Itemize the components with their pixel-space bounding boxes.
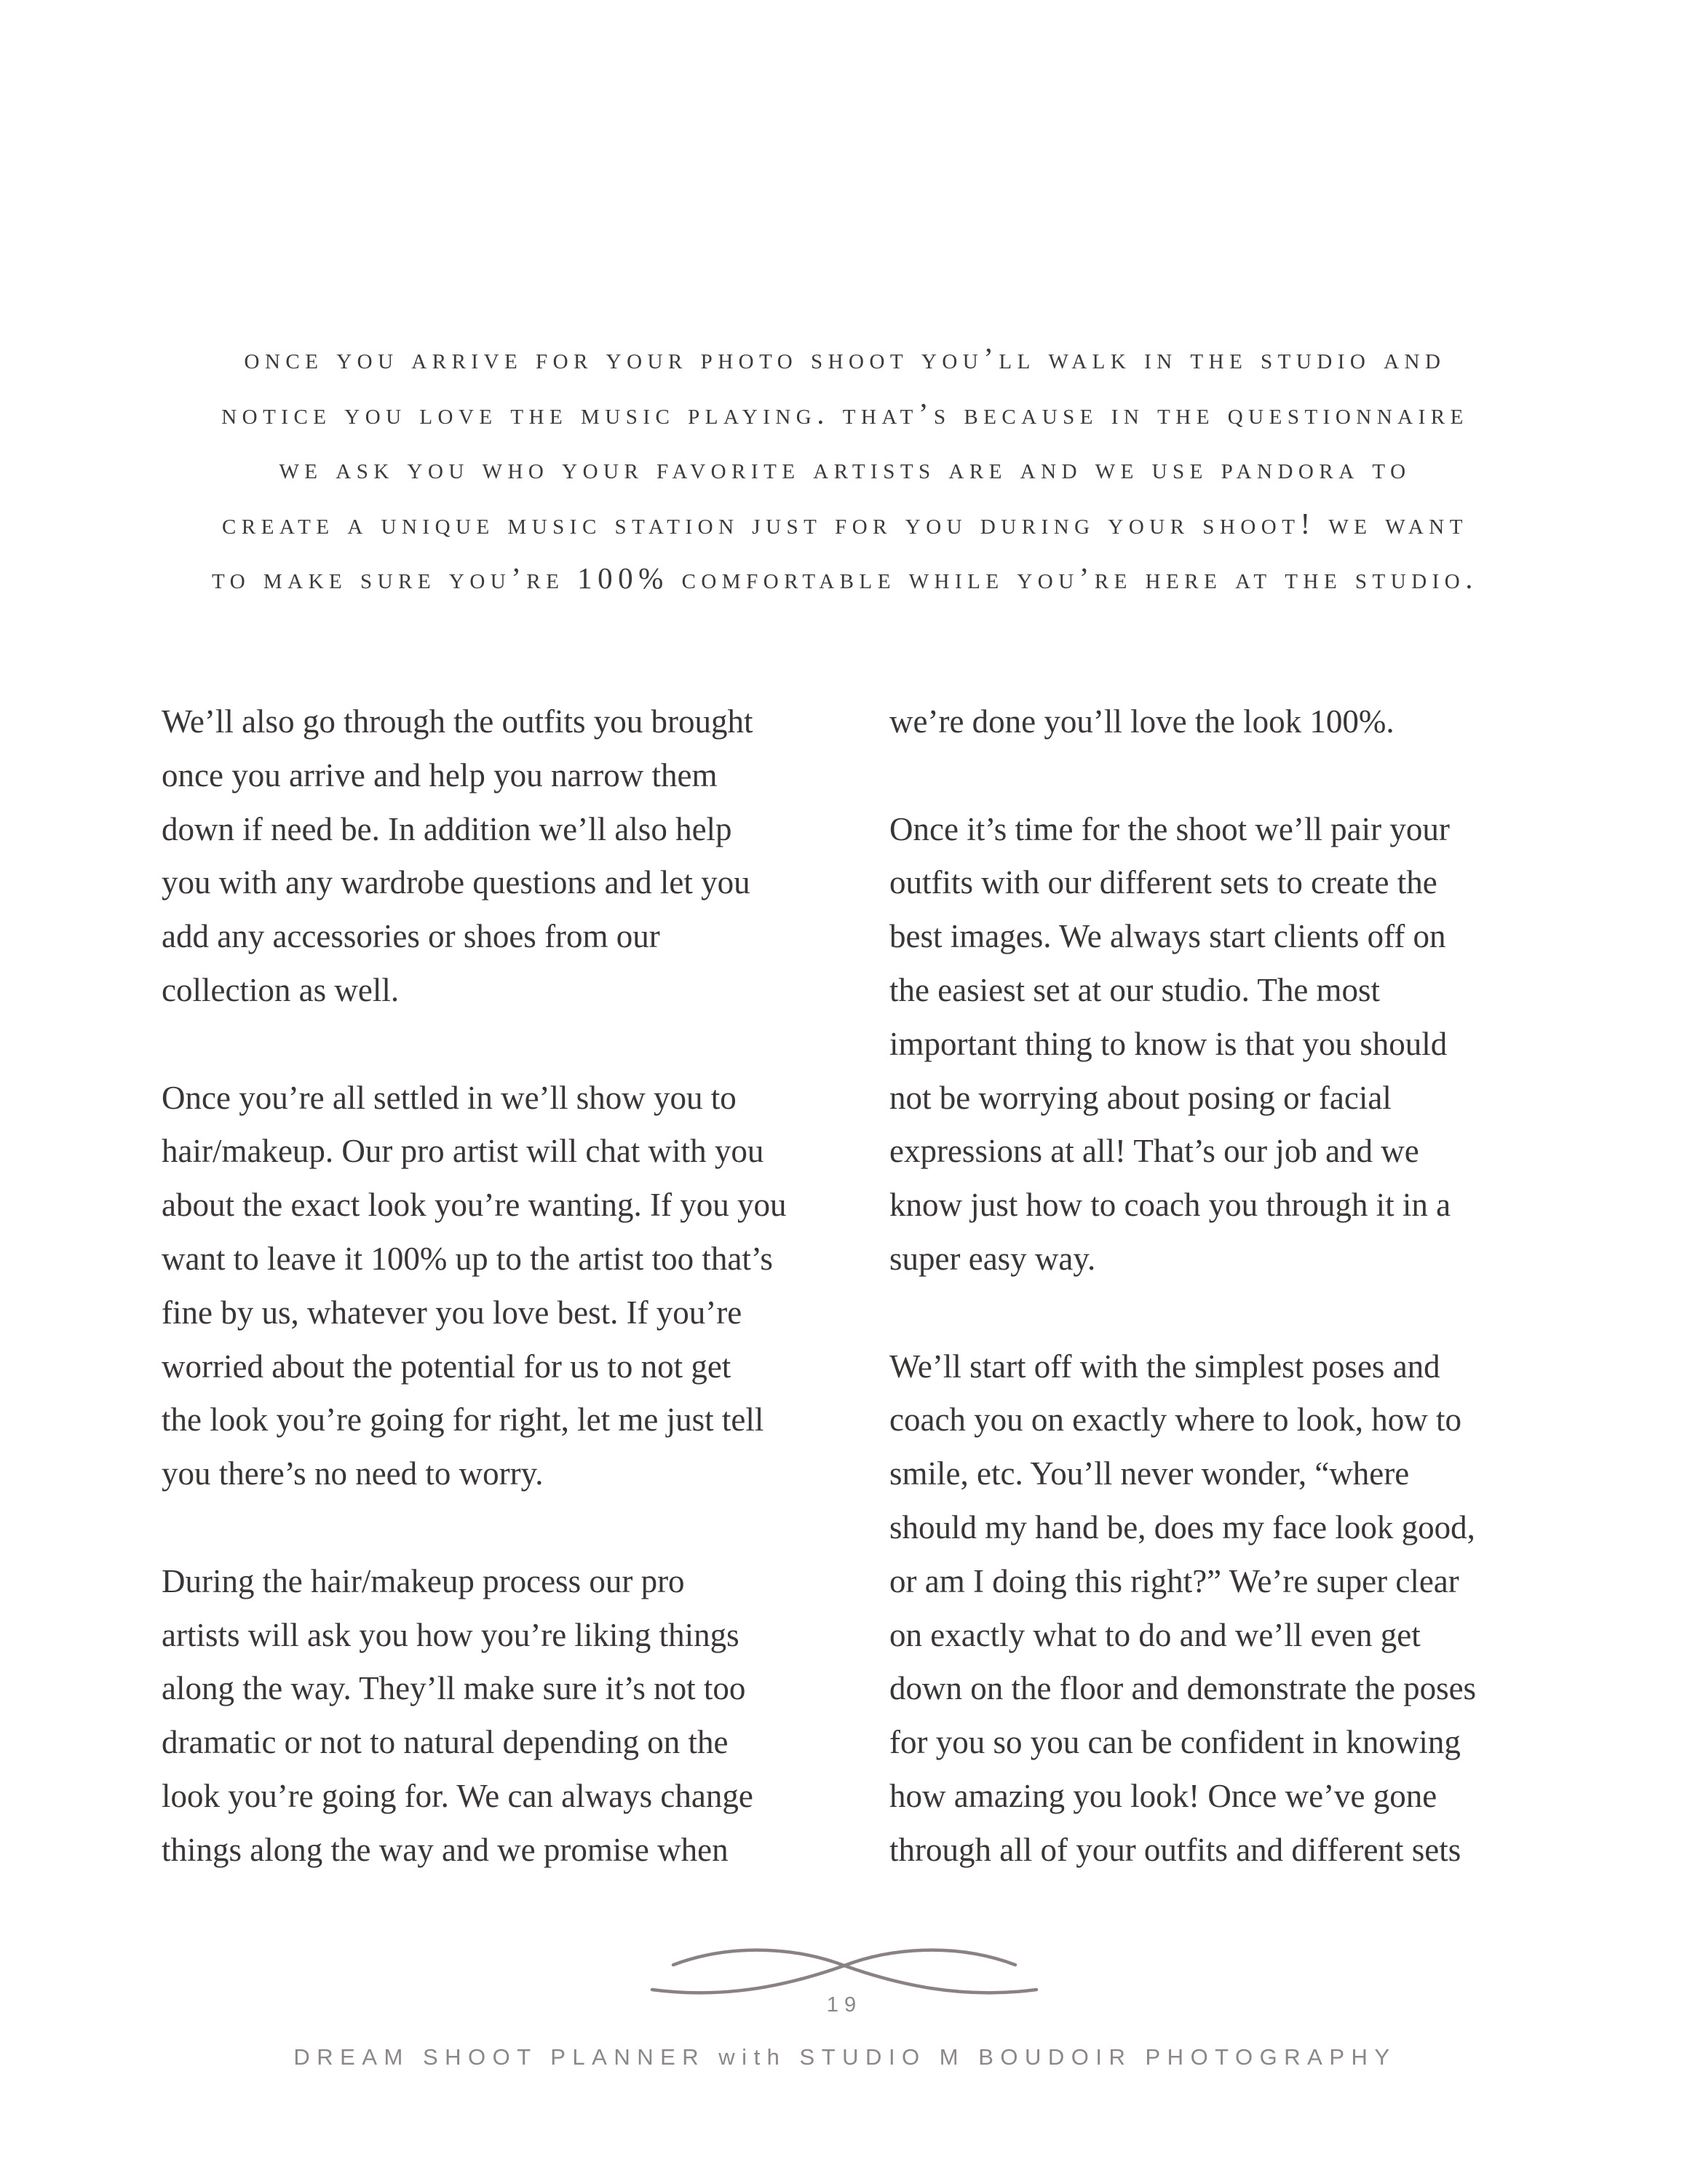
text-line: how amazing you look! Once we’ve gone bbox=[889, 1777, 1437, 1814]
footer-title-part1: DREAM SHOOT PLANNER bbox=[293, 2044, 719, 2070]
text-line: fine by us, whatever you love best. If you’re bbox=[162, 1294, 742, 1331]
left-column bbox=[162, 695, 838, 1931]
text-line: Once you’re all settled in we’ll show you to bbox=[162, 1079, 737, 1116]
paragraph-process bbox=[162, 1555, 838, 1878]
text-line: super easy way. bbox=[889, 1240, 1096, 1277]
text-line: smile, etc. You’ll never wonder, “where bbox=[889, 1455, 1410, 1492]
text-line: artists will ask you how you’re liking things bbox=[162, 1616, 739, 1653]
text-line: Once it’s time for the shoot we’ll pair your bbox=[889, 810, 1450, 847]
text-line: outfits with our different sets to create the bbox=[889, 864, 1437, 901]
text-line: coach you on exactly where to look, how to bbox=[889, 1401, 1462, 1439]
text-line: down if need be. In addition we’ll also help bbox=[162, 810, 732, 847]
text-line: add any accessories or shoes from our bbox=[162, 918, 660, 955]
text-line: down on the floor and demonstrate the poses bbox=[889, 1670, 1477, 1707]
text-line: the easiest set at our studio. The most bbox=[889, 971, 1381, 1008]
footer-title-part2: STUDIO M BOUDOIR PHOTOGRAPHY bbox=[786, 2044, 1397, 2070]
paragraph-outfits bbox=[162, 695, 838, 1018]
text-line: through all of your outfits and different sets bbox=[889, 1831, 1461, 1868]
text-line: want to leave it 100% up to the artist too that’s bbox=[162, 1240, 773, 1277]
text-line: not be worrying about posing or facial bbox=[889, 1079, 1392, 1116]
text-line: know just how to coach you through it in a bbox=[889, 1187, 1451, 1224]
paragraph-hair-makeup bbox=[162, 1072, 838, 1501]
text-line: expressions at all! That’s our job and we bbox=[889, 1133, 1419, 1170]
right-column bbox=[889, 695, 1566, 1931]
text-line: We’ll start off with the simplest poses and bbox=[889, 1348, 1440, 1385]
paragraph-shoot-sets bbox=[889, 803, 1566, 1286]
text-line: or am I doing this right?” We’re super clear bbox=[889, 1562, 1459, 1599]
paragraph-poses bbox=[889, 1340, 1566, 1878]
text-line: dramatic or not to natural depending on the bbox=[162, 1724, 729, 1761]
text-line: you there’s no need to worry. bbox=[162, 1455, 544, 1492]
footer-title-with: with bbox=[718, 2044, 787, 2070]
text-line: we’re done you’ll love the look 100%. bbox=[889, 703, 1395, 740]
text-line: worried about the potential for us to not get bbox=[162, 1348, 731, 1385]
intro-paragraph bbox=[146, 331, 1544, 606]
text-line: important thing to know is that you should bbox=[889, 1025, 1448, 1062]
text-line: should my hand be, does my face look good, bbox=[889, 1508, 1475, 1546]
paragraph-continuation bbox=[889, 695, 1566, 749]
text-line: for you so you can be confident in knowing bbox=[889, 1724, 1461, 1761]
text-line: collection as well. bbox=[162, 971, 400, 1008]
text-line: things along the way and we promise when bbox=[162, 1831, 729, 1868]
text-line: about the exact look you’re wanting. If you you bbox=[162, 1187, 787, 1224]
text-line: once you arrive and help you narrow them bbox=[162, 756, 718, 794]
intro-line: once you arrive for your photo shoot you’ll walk in the studio and bbox=[244, 341, 1446, 375]
intro-line: create a unique music station just for you during your shoot! we want bbox=[222, 506, 1468, 540]
text-line: along the way. They’ll make sure it’s not too bbox=[162, 1670, 746, 1707]
text-line: look you’re going for. We can always change bbox=[162, 1777, 753, 1814]
text-line: During the hair/makeup process our pro bbox=[162, 1562, 685, 1599]
intro-line: to make sure you’re 100% comfortable while you’re here at the studio. bbox=[212, 561, 1478, 595]
text-line: We’ll also go through the outfits you brought bbox=[162, 703, 753, 740]
text-line: hair/makeup. Our pro artist will chat with you bbox=[162, 1133, 764, 1170]
page-number: 19 bbox=[826, 1993, 862, 2017]
text-line: best images. We always start clients off on bbox=[889, 918, 1446, 955]
text-line: on exactly what to do and we’ll even get bbox=[889, 1616, 1421, 1653]
text-line: you with any wardrobe questions and let you bbox=[162, 864, 750, 901]
footer-title bbox=[146, 2044, 1544, 2070]
text-line: the look you’re going for right, let me just tell bbox=[162, 1401, 764, 1439]
intro-line: we ask you who your favorite artists are and we use pandora to bbox=[279, 451, 1411, 485]
intro-line: notice you love the music playing. that’s because in the questionnaire bbox=[221, 396, 1469, 430]
